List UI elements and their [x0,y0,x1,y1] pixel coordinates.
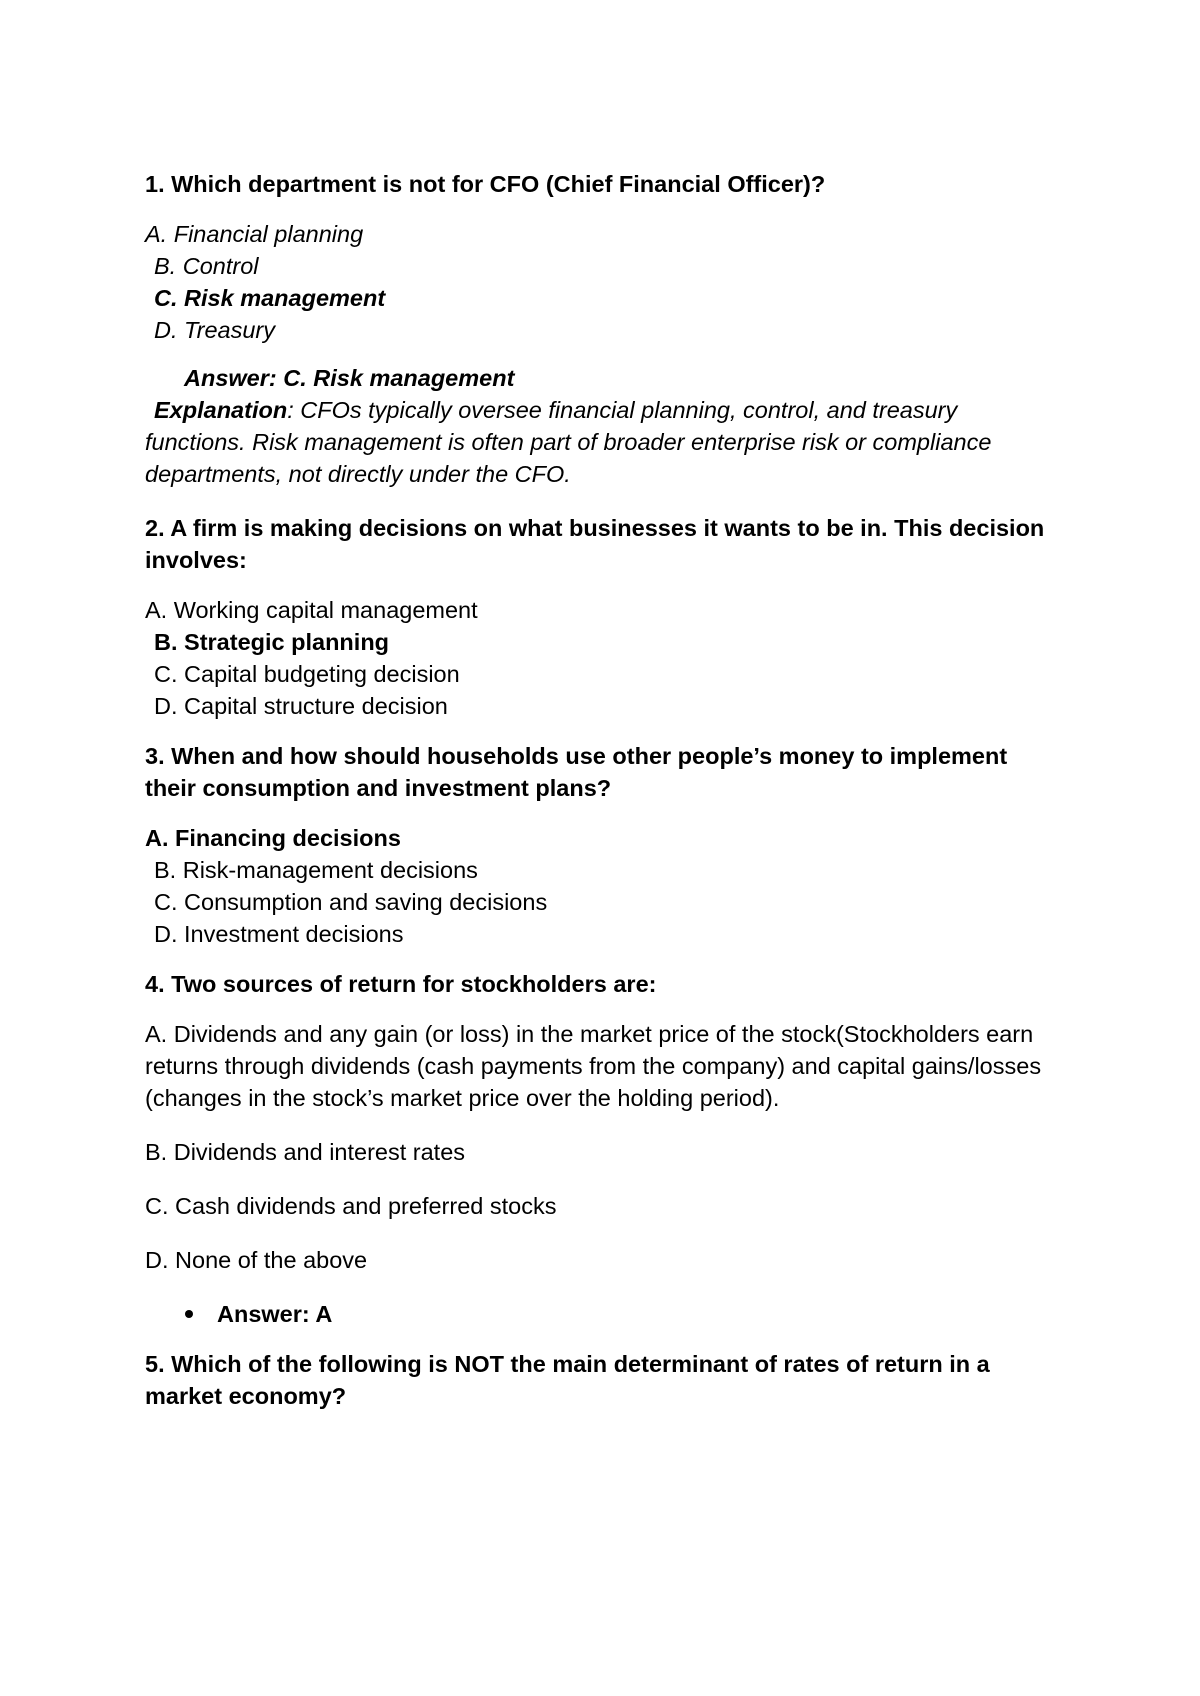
option-d: D. Investment decisions [154,921,404,947]
question-text: 2. A firm is making decisions on what businesses it wants to be in. This decision involves: [145,515,1045,573]
option-a: A. Working capital management [145,597,478,623]
bullet-icon [185,1310,193,1318]
answer-block [145,362,1045,490]
answer-text: Answer: A [217,1301,333,1327]
question-text: 4. Two sources of return for stockholders are: [145,971,657,997]
option-b: B. Dividends and interest rates [145,1139,466,1165]
question-4 [145,968,1045,1330]
explanation-text: : CFOs typically oversee financial planning, control, and treasury functions. Risk management is often part of broader enterprise risk or compliance departments, not directly under the CFO. [145,397,992,487]
option-b: B. Control [154,253,259,279]
option-a-correct: A. Financing decisions [145,825,401,851]
explanation-label: Explanation [154,397,288,423]
option-a: A. Dividends and any gain (or loss) in the market price of the stock(Stockholders earn returns through dividends (cash payments from the company) and capital gains/losses (changes in the stock’s market price over the holding period). [145,1021,1042,1111]
question-5 [145,1348,1045,1412]
question-2 [145,512,1045,722]
option-b: B. Risk-management decisions [154,857,478,883]
option-d: D. Treasury [154,317,275,343]
answer-bullet [145,1298,1045,1330]
option-c: C. Cash dividends and preferred stocks [145,1193,557,1219]
answer-text: Answer: C. Risk management [184,365,515,391]
option-a: A. Financial planning [145,221,364,247]
question-text: 1. Which department is not for CFO (Chief Financial Officer)? [145,171,826,197]
question-3 [145,740,1045,950]
options-list [145,822,1045,950]
document-page [145,168,1045,1430]
option-d: D. Capital structure decision [154,693,448,719]
option-c: C. Consumption and saving decisions [154,889,548,915]
question-text: 5. Which of the following is NOT the main determinant of rates of return in a market economy? [145,1351,990,1409]
option-c: C. Capital budgeting decision [154,661,460,687]
options-list [145,218,1045,346]
option-c-correct: C. Risk management [154,285,386,311]
question-1 [145,168,1045,490]
options-list [145,594,1045,722]
option-d: D. None of the above [145,1247,368,1273]
question-text: 3. When and how should households use other people’s money to implement their consumption and investment plans? [145,743,1008,801]
option-b-correct: B. Strategic planning [154,629,390,655]
